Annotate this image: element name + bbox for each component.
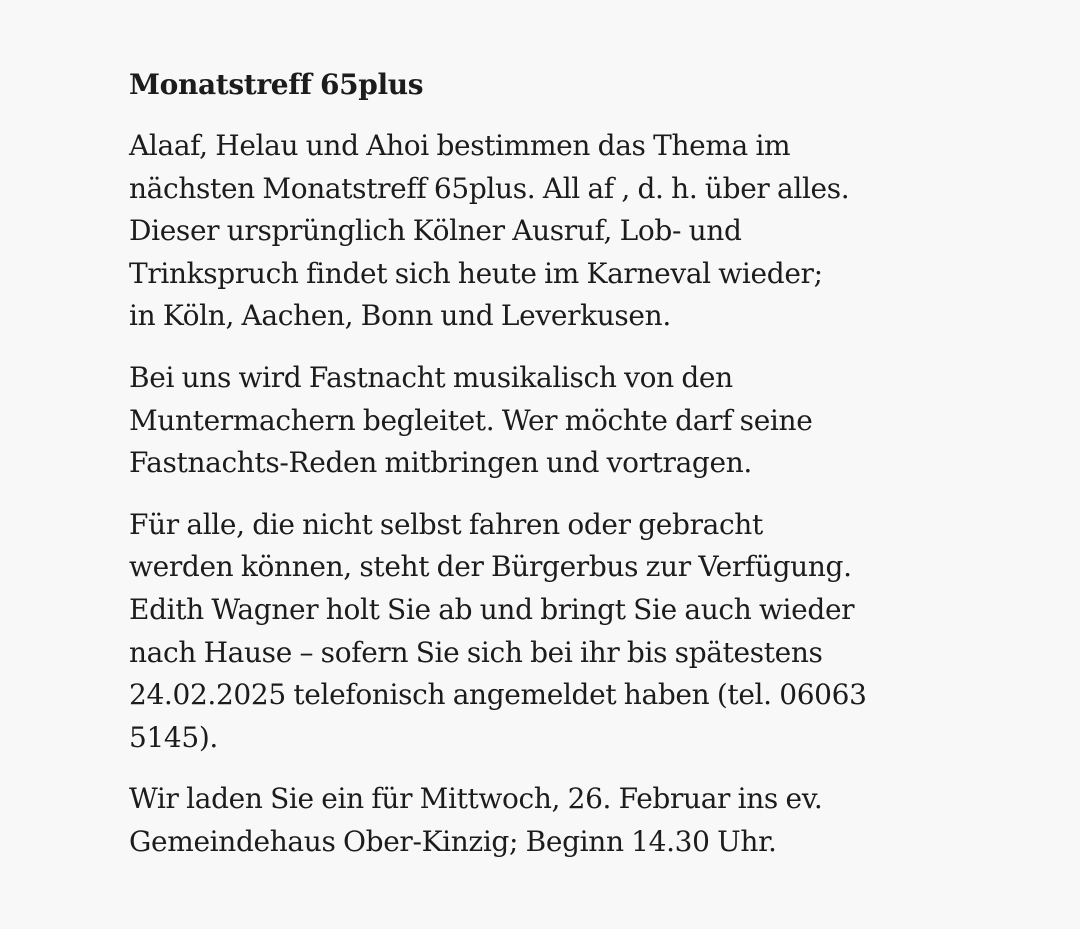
paragraph-line: in Köln, Aachen, Bonn und Leverkusen. (129, 299, 671, 333)
paragraph-line: Edith Wagner holt Sie ab und bringt Sie auch wieder (129, 592, 855, 626)
paragraph-line: Für alle, die nicht selbst fahren oder gebracht (129, 507, 763, 541)
paragraph-line: Fastnachts-Reden mitbringen und vortragen. (129, 446, 752, 480)
paragraph-line: 5145). (129, 720, 218, 754)
paragraph-line: nach Hause – sofern Sie sich bei ihr bis spätestens (129, 635, 823, 669)
article-title: Monatstreff 65plus (129, 68, 424, 101)
paragraph-line: Alaaf, Helau und Ahoi bestimmen das Thema im (129, 129, 791, 162)
paragraph-line: Dieser ursprünglich Kölner Ausruf, Lob- und (129, 214, 742, 248)
paragraph-music (129, 357, 959, 485)
paragraph-line: werden können, steht der Bürgerbus zur Verfügung. (129, 550, 852, 584)
paragraph-invitation (129, 778, 959, 863)
paragraph-line: Gemeindehaus Ober-Kinzig; Beginn 14.30 Uhr. (129, 824, 777, 858)
paragraph-line: Muntermachern begleitet. Wer möchte darf seine (129, 403, 813, 437)
paragraph-line: Wir laden Sie ein für Mittwoch, 26. Februar ins ev. (129, 782, 823, 816)
paragraph-line: nächsten Monatstreff 65plus. All af , d. h. über alles. (129, 171, 850, 205)
paragraph-transport (129, 504, 959, 760)
paragraph-carnival-theme (129, 125, 959, 338)
article (129, 64, 959, 883)
paragraph-line: 24.02.2025 telefonisch angemeldet haben (tel. 06063 (129, 678, 867, 712)
paragraph-line: Trinkspruch findet sich heute im Karneval wieder; (129, 256, 823, 290)
paragraph-line: Bei uns wird Fastnacht musikalisch von den (129, 360, 733, 394)
